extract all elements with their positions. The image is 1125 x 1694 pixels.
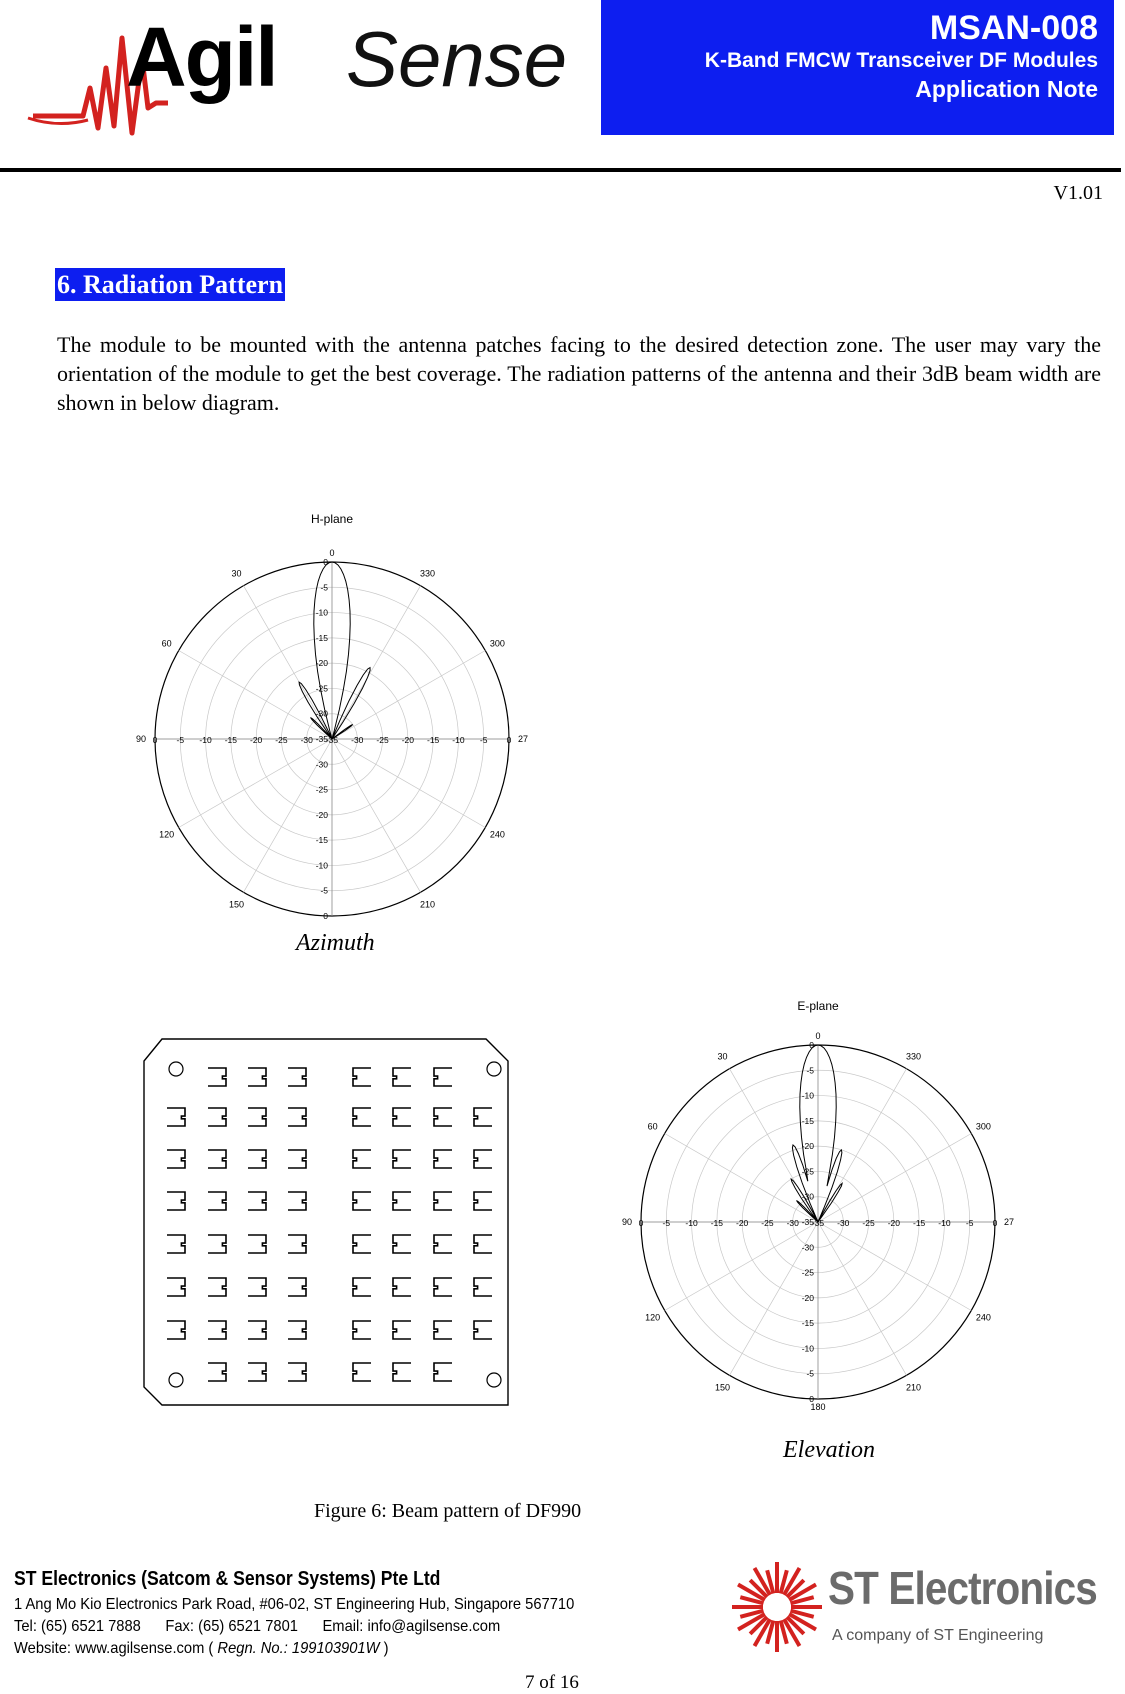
angle-label: 120 [159, 829, 175, 840]
logo-text-bold: Agil [126, 10, 277, 104]
horizontal-tick-label: 0 [152, 735, 158, 745]
radial-tick-label: -5 [806, 1065, 814, 1076]
polar-spoke [332, 651, 485, 740]
section-body: The module to be mounted with the antenna patches facing to the desired detection zone. The user may vary the orientation of the module to get the best coverage. The radiation patterns of the antenna and their 3dB beam width are shown in below diagram. [57, 332, 1101, 415]
angle-label: 210 [905, 1382, 922, 1393]
chart-title: H-plane [310, 512, 354, 526]
radial-tick-label: -10 [315, 860, 328, 871]
horizontal-tick-label: -25 [376, 735, 389, 745]
horizontal-tick-label: -10 [938, 1218, 951, 1228]
angle-label: 300 [489, 638, 505, 649]
angle-label: 120 [645, 1312, 661, 1323]
radial-tick-label: -25 [315, 784, 328, 795]
angle-label: 240 [489, 829, 505, 840]
horizontal-tick-label: -5 [662, 1218, 671, 1228]
radial-tick-label: -25 [801, 1166, 814, 1177]
horizontal-tick-label: -25 [862, 1218, 875, 1228]
radial-tick-label: -30 [315, 708, 328, 719]
doc-id: MSAN-008 [929, 9, 1098, 47]
horizontal-tick-label: -10 [452, 735, 465, 745]
horizontal-tick-label: -30 [300, 735, 313, 745]
horizontal-tick-label: -35 [325, 735, 339, 745]
radial-tick-label: -15 [315, 835, 328, 846]
antenna-board-diagram [140, 1035, 530, 1415]
horizontal-tick-label: -30 [351, 735, 364, 745]
horizontal-tick-label: 0 [992, 1218, 998, 1228]
footer-email: Email: info@agilsense.com [322, 1618, 501, 1635]
elevation-polar-chart [615, 992, 1015, 1417]
polar-spoke [179, 739, 332, 828]
radial-tick-label: -5 [320, 885, 328, 896]
horizontal-tick-label: -25 [275, 735, 288, 745]
radial-tick-label: -10 [801, 1090, 814, 1101]
horizontal-tick-label: -15 [710, 1218, 724, 1228]
figure-caption: Figure 6: Beam pattern of DF990 [314, 1500, 582, 1522]
azimuth-caption: Azimuth [296, 930, 375, 956]
radial-tick-label: -10 [801, 1343, 814, 1354]
radial-tick-label: -30 [315, 759, 328, 770]
angle-label: 330 [419, 568, 436, 579]
angle-label: 210 [419, 899, 436, 910]
horizontal-tick-label: -35 [811, 1218, 825, 1228]
horizontal-tick-label: -5 [965, 1218, 974, 1228]
radial-tick-label: 0 [323, 911, 328, 921]
bottom-angle-label: 180 [810, 1402, 826, 1412]
radial-tick-label: 0 [323, 557, 328, 567]
polar-spoke [818, 1222, 971, 1311]
polar-spoke [332, 586, 421, 739]
angle-label: 27 [517, 734, 529, 744]
horizontal-tick-label: -15 [912, 1218, 926, 1228]
azimuth-polar-chart [135, 505, 550, 925]
angle-label: 90 [135, 734, 147, 744]
logo-text-light: Sense [346, 15, 568, 103]
radial-tick-label: -35 [801, 1217, 814, 1227]
radial-tick-label: -30 [801, 1242, 814, 1253]
polar-spoke [818, 1222, 907, 1375]
horizontal-tick-label: -15 [426, 735, 440, 745]
angle-label: 150 [714, 1382, 731, 1393]
angle-label: 300 [975, 1121, 991, 1132]
footer-contact [14, 1618, 500, 1636]
horizontal-tick-label: -20 [887, 1218, 901, 1228]
horizontal-tick-label: -25 [761, 1218, 774, 1228]
doc-subtitle: K-Band FMCW Transceiver DF Modules [704, 49, 1098, 72]
radial-tick-label: -20 [315, 658, 328, 669]
horizontal-tick-label: -5 [479, 735, 488, 745]
radial-tick-label: -30 [801, 1191, 814, 1202]
horizontal-tick-label: -20 [249, 735, 263, 745]
radial-tick-label: -10 [315, 607, 328, 618]
footer-fax: Fax: (65) 6521 7801 [165, 1618, 298, 1635]
angle-label: 30 [231, 568, 242, 579]
radial-tick-label: -5 [320, 582, 328, 593]
horizontal-tick-label: 0 [506, 735, 512, 745]
horizontal-tick-label: -30 [837, 1218, 850, 1228]
angle-label: 150 [228, 899, 245, 910]
angle-label: 60 [647, 1121, 658, 1132]
radiation-pattern-curve [299, 562, 370, 739]
board-outline [144, 1039, 508, 1405]
polar-spoke [332, 739, 485, 828]
angle-label: 27 [1003, 1217, 1015, 1227]
polar-spoke [665, 1222, 818, 1311]
polar-spoke [332, 739, 421, 892]
radial-tick-label: -20 [801, 1292, 814, 1303]
radial-tick-label: -15 [801, 1318, 814, 1329]
horizontal-tick-label: -20 [735, 1218, 749, 1228]
radial-tick-label: 0 [809, 1394, 814, 1404]
st-brand-tagline: A company of ST Engineering [832, 1627, 1044, 1644]
polar-spoke [818, 1134, 971, 1223]
doc-type: Application Note [915, 76, 1098, 102]
section-title: 6. Radiation Pattern [57, 270, 284, 299]
footer-regn: Regn. No.: 199103901W [217, 1640, 380, 1657]
st-brand-name: ST Electronics [828, 1562, 1097, 1614]
agilsense-logo [28, 8, 588, 148]
horizontal-tick-label: -5 [176, 735, 185, 745]
radial-tick-label: -15 [315, 632, 328, 643]
chart-title: E-plane [797, 999, 839, 1013]
version-label: V1.01 [1053, 182, 1103, 204]
angle-label: 60 [161, 638, 172, 649]
footer-website-line [14, 1640, 388, 1658]
horizontal-tick-label: -10 [685, 1218, 698, 1228]
horizontal-tick-label: -15 [224, 735, 238, 745]
footer-website: Website: www.agilsense.com ( [14, 1640, 214, 1657]
radial-tick-label: -35 [315, 734, 328, 744]
footer-website-close: ) [383, 1640, 389, 1657]
angle-label: 240 [975, 1312, 991, 1323]
footer-tel: Tel: (65) 6521 7888 [14, 1618, 141, 1635]
angle-label: 330 [905, 1051, 922, 1062]
angle-label: 30 [717, 1051, 728, 1062]
horizontal-tick-label: 0 [638, 1218, 644, 1228]
radial-tick-label: -25 [315, 683, 328, 694]
radial-tick-label: -25 [801, 1267, 814, 1278]
top-angle-label: 0 [815, 1031, 821, 1041]
radial-tick-label: -20 [315, 809, 328, 820]
top-angle-label: 0 [329, 548, 335, 558]
angle-label: 90 [621, 1217, 633, 1227]
horizontal-tick-label: -20 [401, 735, 415, 745]
radial-tick-label: -5 [806, 1368, 814, 1379]
st-starburst-icon [730, 1560, 825, 1655]
radial-tick-label: -15 [801, 1115, 814, 1126]
elevation-caption: Elevation [783, 1437, 875, 1463]
radial-tick-label: -20 [801, 1141, 814, 1152]
document-header-box [601, 0, 1114, 135]
footer-company: ST Electronics (Satcom & Sensor Systems) Pte Ltd [14, 1568, 441, 1590]
page-number: 7 of 16 [525, 1672, 579, 1693]
st-electronics-logo [730, 1555, 1125, 1665]
horizontal-tick-label: -30 [786, 1218, 799, 1228]
footer-address: 1 Ang Mo Kio Electronics Park Road, #06-02, ST Engineering Hub, Singapore 567710 [14, 1596, 575, 1613]
radial-tick-label: 0 [809, 1040, 814, 1050]
header-divider [0, 168, 1121, 172]
horizontal-tick-label: -10 [199, 735, 212, 745]
